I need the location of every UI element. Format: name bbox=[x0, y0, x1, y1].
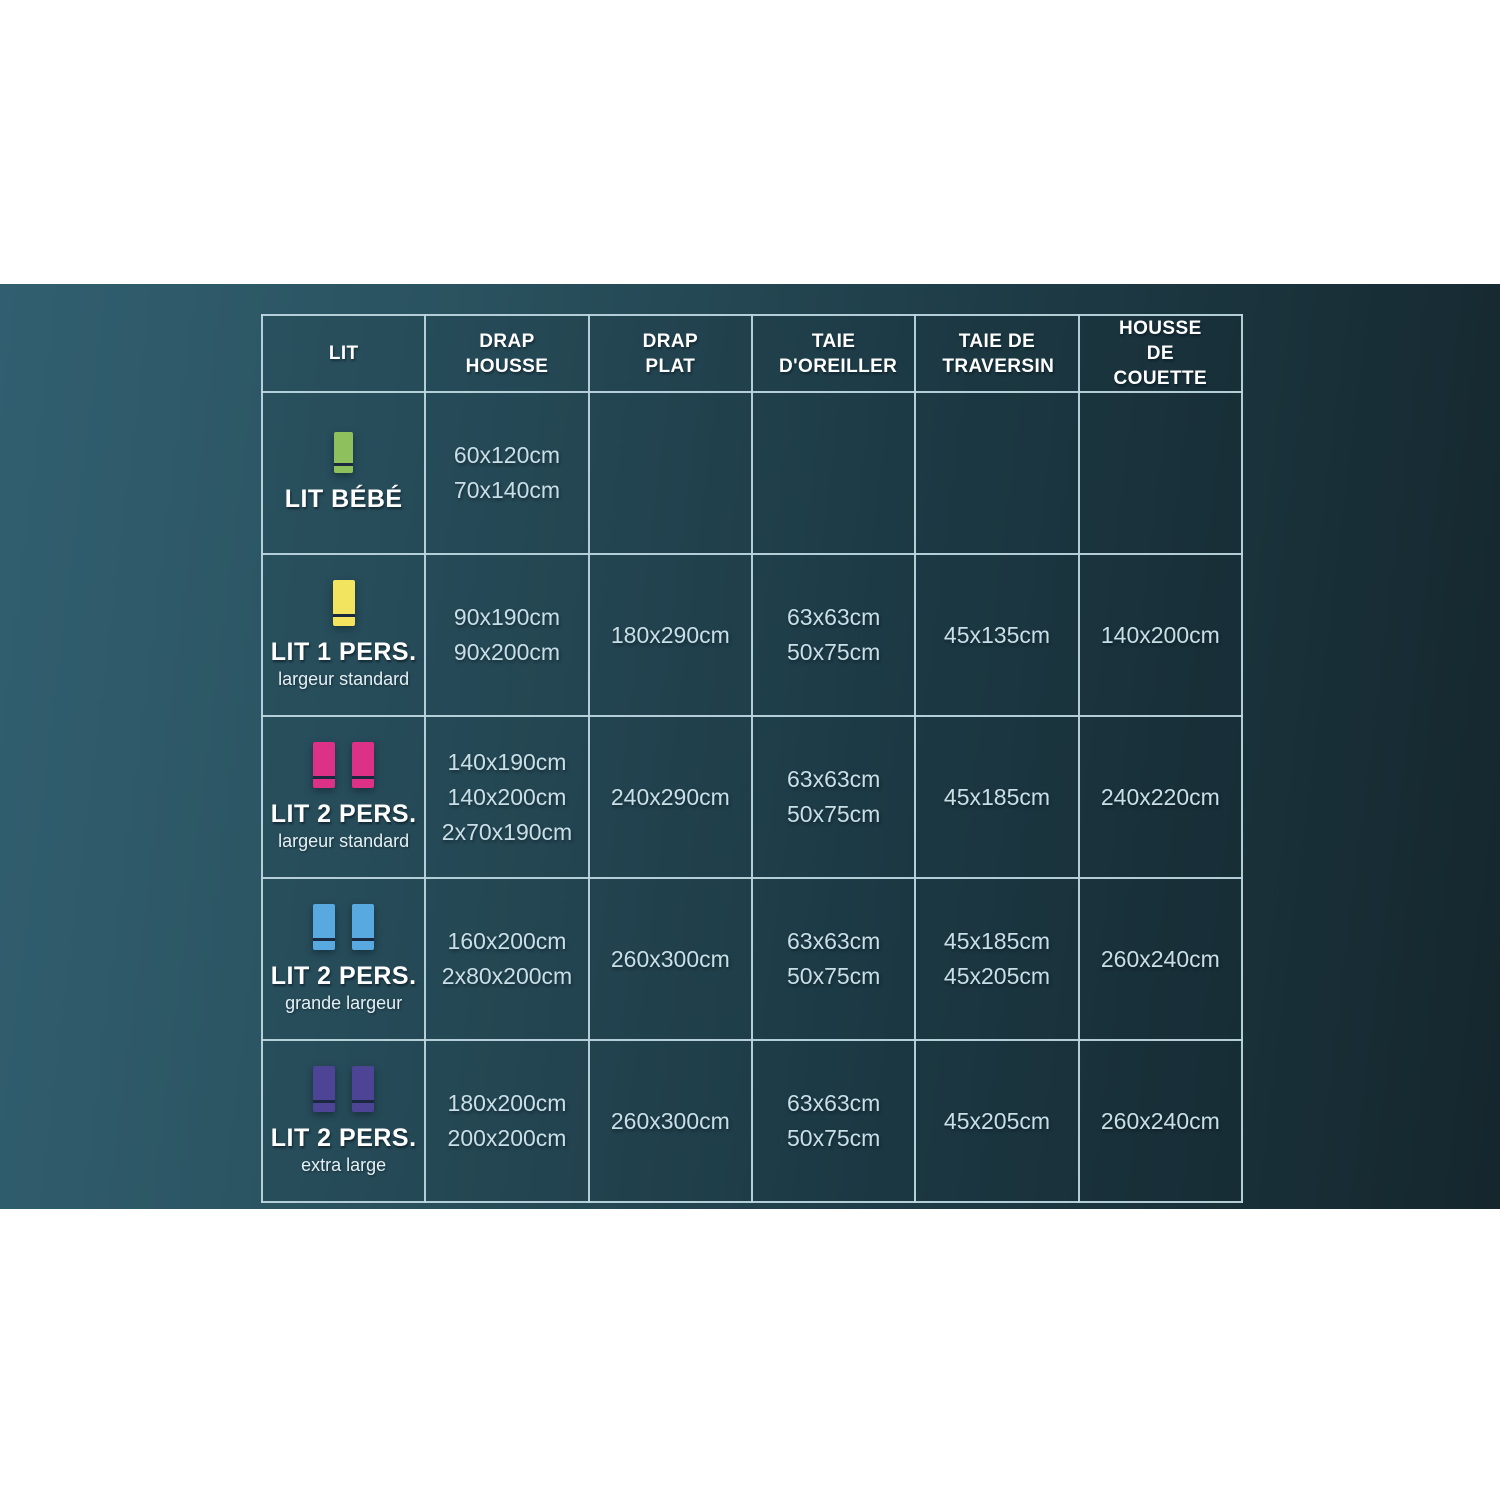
size-value: 90x190cm bbox=[453, 604, 561, 631]
size-value: 240x220cm bbox=[1100, 783, 1220, 810]
size-value: 260x240cm bbox=[1100, 945, 1220, 972]
drap-plat-cell bbox=[589, 392, 752, 554]
size-value: 180x200cm bbox=[447, 1090, 567, 1117]
column-header-drap-plat: DRAP PLAT bbox=[589, 315, 752, 392]
drap-housse-cell bbox=[425, 554, 588, 716]
size-value: 180x290cm bbox=[610, 621, 730, 648]
size-value: 45x185cm bbox=[943, 783, 1051, 810]
bed-type-label: LIT BÉBÉ bbox=[284, 485, 403, 514]
crib-icon bbox=[334, 432, 353, 473]
size-value: 2x80x200cm bbox=[441, 963, 573, 990]
size-value: 63x63cm bbox=[786, 766, 881, 793]
taie-oreiller-cell bbox=[752, 716, 915, 878]
column-header-housse-couette: HOUSSE DE COUETTE bbox=[1079, 315, 1242, 392]
bed-type-cell bbox=[262, 392, 425, 554]
drap-housse-cell bbox=[425, 392, 588, 554]
size-value: 60x120cm bbox=[453, 442, 561, 469]
size-value: 200x200cm bbox=[447, 1125, 567, 1152]
drap-housse-cell bbox=[425, 1040, 588, 1202]
housse-couette-cell bbox=[1079, 554, 1242, 716]
taie-oreiller-cell bbox=[752, 878, 915, 1040]
size-value: 260x300cm bbox=[610, 945, 730, 972]
double-bed-icon bbox=[313, 1066, 374, 1112]
size-value: 140x200cm bbox=[1100, 621, 1220, 648]
size-value: 45x205cm bbox=[943, 1107, 1051, 1134]
size-value: 63x63cm bbox=[786, 1090, 881, 1117]
size-value: 240x290cm bbox=[610, 783, 730, 810]
bed-type-sublabel: grande largeur bbox=[285, 993, 403, 1014]
bed-type-sublabel: largeur standard bbox=[278, 831, 410, 852]
bed-linen-size-table bbox=[261, 314, 1243, 1203]
table-row-lit-1-pers bbox=[262, 554, 1242, 716]
size-value: 50x75cm bbox=[786, 801, 881, 828]
taie-oreiller-cell bbox=[752, 1040, 915, 1202]
column-header-drap-housse: DRAP HOUSSE bbox=[425, 315, 588, 392]
bed-type-label: LIT 2 PERS. bbox=[270, 1123, 417, 1152]
housse-couette-cell bbox=[1079, 392, 1242, 554]
size-value: 160x200cm bbox=[447, 928, 567, 955]
table-row-lit-2-pers-standard bbox=[262, 716, 1242, 878]
drap-plat-cell bbox=[589, 554, 752, 716]
bed-type-label: LIT 2 PERS. bbox=[270, 799, 417, 828]
column-header-taie-oreiller: TAIE D'OREILLER bbox=[752, 315, 915, 392]
double-bed-icon bbox=[313, 742, 374, 788]
single-bed-icon bbox=[333, 580, 355, 626]
bed-type-sublabel: extra large bbox=[301, 1155, 387, 1176]
size-value: 260x240cm bbox=[1100, 1107, 1220, 1134]
size-value: 50x75cm bbox=[786, 1125, 881, 1152]
bed-type-label: LIT 2 PERS. bbox=[270, 961, 417, 990]
taie-traversin-cell bbox=[915, 1040, 1078, 1202]
size-value: 260x300cm bbox=[610, 1107, 730, 1134]
bed-type-cell bbox=[262, 1040, 425, 1202]
housse-couette-cell bbox=[1079, 878, 1242, 1040]
table-row-lit-2-pers-extra bbox=[262, 1040, 1242, 1202]
size-value: 50x75cm bbox=[786, 639, 881, 666]
taie-traversin-cell bbox=[915, 554, 1078, 716]
taie-traversin-cell bbox=[915, 392, 1078, 554]
bed-type-sublabel: largeur standard bbox=[278, 669, 410, 690]
taie-traversin-cell bbox=[915, 878, 1078, 1040]
housse-couette-cell bbox=[1079, 716, 1242, 878]
double-bed-icon bbox=[313, 904, 374, 950]
size-value: 63x63cm bbox=[786, 928, 881, 955]
size-value: 70x140cm bbox=[453, 477, 561, 504]
size-value: 90x200cm bbox=[453, 639, 561, 666]
size-chart-banner bbox=[0, 284, 1500, 1209]
size-value: 140x200cm bbox=[447, 783, 567, 810]
drap-plat-cell bbox=[589, 1040, 752, 1202]
table-row-lit-bebe bbox=[262, 392, 1242, 554]
bed-type-cell bbox=[262, 554, 425, 716]
size-value: 50x75cm bbox=[786, 963, 881, 990]
housse-couette-cell bbox=[1079, 1040, 1242, 1202]
bed-type-label: LIT 1 PERS. bbox=[270, 637, 417, 666]
size-value: 140x190cm bbox=[447, 748, 567, 775]
drap-housse-cell bbox=[425, 716, 588, 878]
bed-type-cell bbox=[262, 716, 425, 878]
column-header-taie-traversin: TAIE DE TRAVERSIN bbox=[915, 315, 1078, 392]
size-value: 45x205cm bbox=[943, 963, 1051, 990]
drap-plat-cell bbox=[589, 716, 752, 878]
size-value: 45x185cm bbox=[943, 928, 1051, 955]
column-header-lit: LIT bbox=[262, 315, 425, 392]
size-value: 2x70x190cm bbox=[441, 818, 573, 845]
size-value: 45x135cm bbox=[943, 621, 1051, 648]
drap-plat-cell bbox=[589, 878, 752, 1040]
drap-housse-cell bbox=[425, 878, 588, 1040]
header-row bbox=[262, 315, 1242, 392]
taie-traversin-cell bbox=[915, 716, 1078, 878]
size-value: 63x63cm bbox=[786, 604, 881, 631]
taie-oreiller-cell bbox=[752, 554, 915, 716]
bed-type-cell bbox=[262, 878, 425, 1040]
table-row-lit-2-pers-grande bbox=[262, 878, 1242, 1040]
taie-oreiller-cell bbox=[752, 392, 915, 554]
